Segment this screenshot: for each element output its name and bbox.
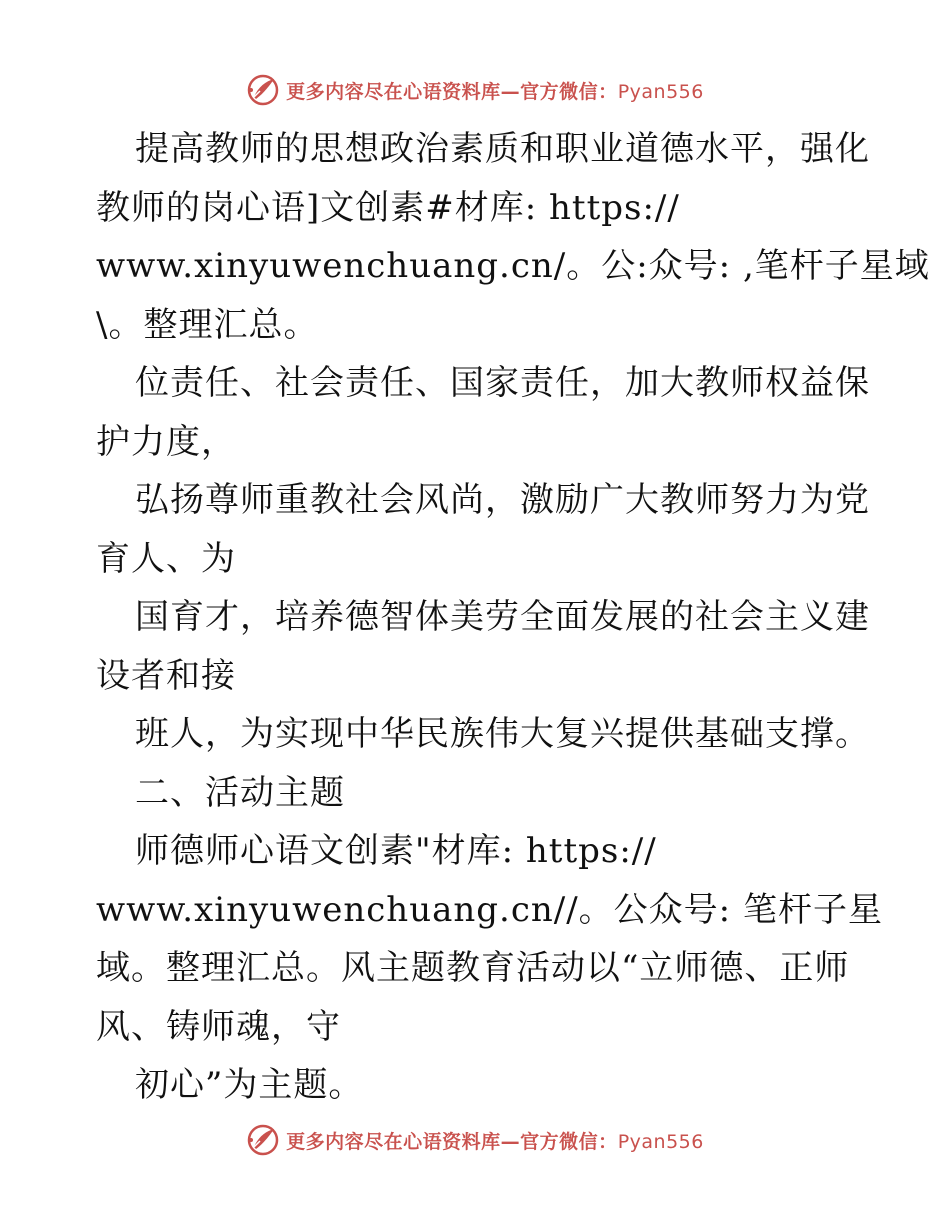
footer-separator: —	[500, 1130, 521, 1153]
body-line: 域。整理汇总。风主题教育活动以“立师德、正师	[96, 948, 850, 988]
header-wechat-label: 官方微信：	[520, 80, 618, 103]
document-body	[96, 120, 930, 1115]
body-line: 初心”为主题。	[135, 1065, 364, 1105]
body-line: 风、铸师魂，守	[96, 1006, 341, 1047]
body-line: 护力度，	[96, 421, 236, 462]
body-line: 国育才，培养德智体美劳全面发展的社会主义建	[135, 597, 870, 637]
body-line: \。整理汇总。	[96, 304, 319, 345]
header-banner-text	[286, 77, 704, 104]
header-separator: —	[500, 80, 521, 103]
body-line: www.xinyuwenchuang.cn/。公:众号: ,笔杆子星域	[96, 246, 930, 286]
body-line: 提高教师的思想政治素质和职业道德水平，强化	[135, 129, 870, 169]
footer-banner	[0, 1120, 950, 1160]
header-banner	[0, 70, 950, 110]
body-line: 位责任、社会责任、国家责任，加大教师权益保	[135, 363, 870, 403]
footer-wechat-label: 官方微信：	[520, 1130, 618, 1153]
section-heading: 二、活动主题	[135, 772, 345, 813]
header-wechat-handle: Pyan556	[617, 80, 704, 103]
footer-wechat-handle: Pyan556	[617, 1130, 704, 1153]
body-line: www.xinyuwenchuang.cn//。公众号: 笔杆子星	[96, 889, 883, 930]
footer-banner-text	[286, 1127, 704, 1154]
header-site-name: 更多内容尽在心语资料库	[286, 80, 501, 103]
body-line: 班人，为实现中华民族伟大复兴提供基础支撑。	[135, 714, 870, 754]
body-line: 弘扬尊师重教社会风尚，激励广大教师努力为党	[135, 480, 870, 520]
body-line: 育人、为	[96, 538, 236, 579]
pen-logo-icon	[246, 1123, 280, 1157]
body-line: 教师的岗心语]文创素#材库: https://	[96, 187, 680, 228]
body-line: 师德师心语文创素"材库: https://	[135, 831, 657, 871]
footer-site-name: 更多内容尽在心语资料库	[286, 1130, 501, 1153]
body-line: 设者和接	[96, 655, 236, 696]
pen-logo-icon	[246, 73, 280, 107]
